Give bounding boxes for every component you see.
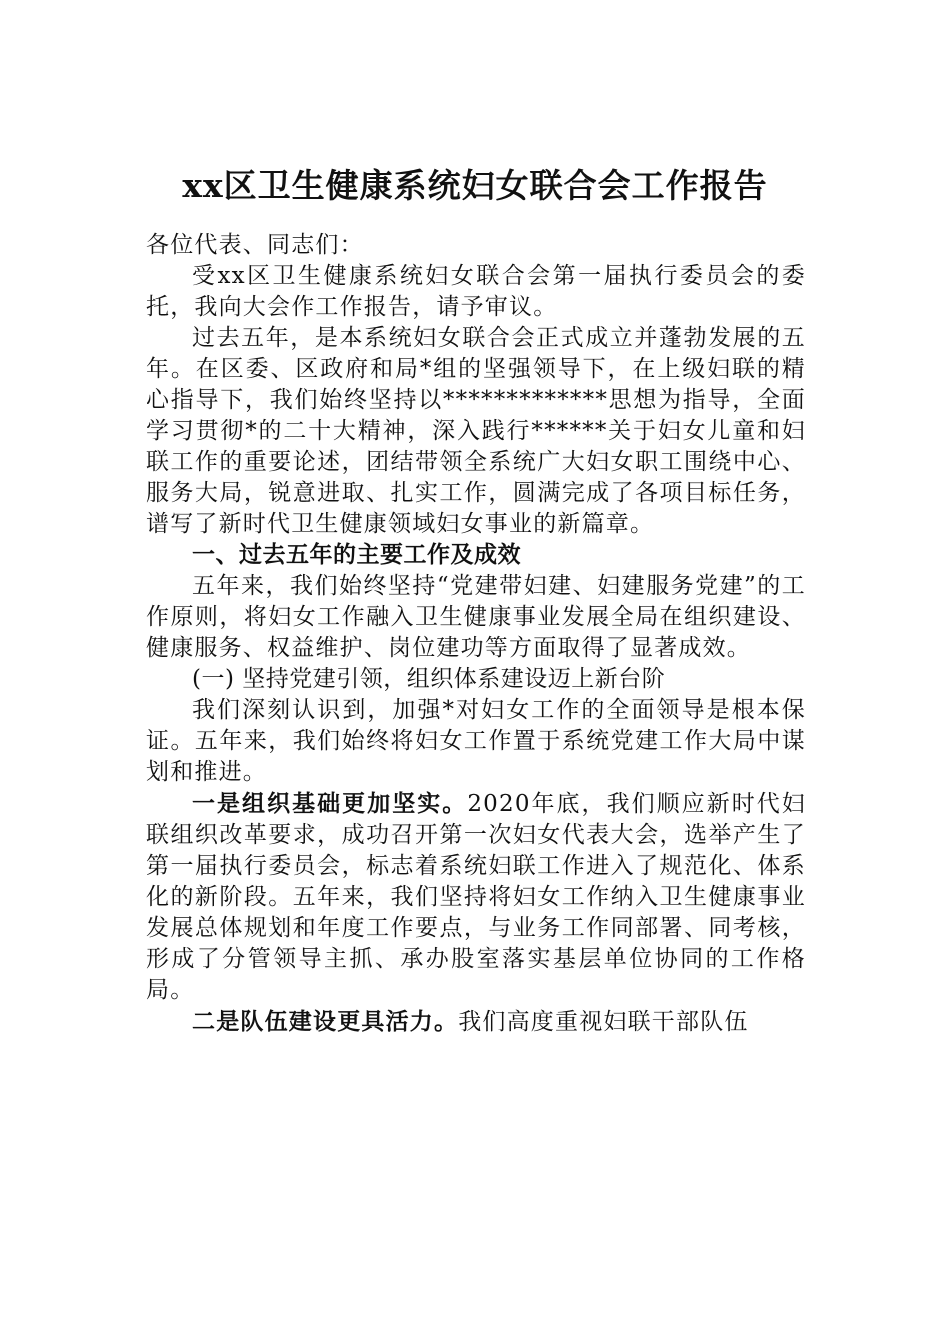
subsection-heading: (一) 坚持党建引领，组织体系建设迈上新台阶 [192,666,666,692]
section-intro: 五年来，我们始终坚持“党建带妇建、妇建服务党建”的工作原则，将妇女工作融入卫生健康事业发展全局在组织建设、健康服务、权益维护、岗位建功等方面取得了显著成效。 [146,573,806,661]
salutation: 各位代表、同志们： [146,232,364,258]
point-lead: 二是队伍建设更具活力。 [192,1008,459,1035]
document-title: xx区卫生健康系统妇女联合会工作报告 [182,166,768,205]
subsection-intro: 我们深刻认识到，加强*对妇女工作的全面领导是根本保证。五年来，我们始终将妇女工作置于系统党建工作大局中谋划和推进。 [146,697,806,785]
document-body [146,230,806,1038]
point-text: 我们高度重视妇联干部队伍 [458,1009,749,1035]
point-team [146,1006,806,1038]
point-organization [146,788,806,1006]
paragraph-past-five-years: 过去五年，是本系统妇女联合会正式成立并蓬勃发展的五年。在区委、区政府和局*组的坚强领导下，在上级妇联的精心指导下，我们始终坚持以*************思想为指导，全面学习贯彻*的二十大精神，深入践行******关于妇女儿童和妇联工作的重要论述，团结带领全系统广大妇女职工围绕中心、服务大局，锐意进取、扎实工作，圆满完成了各项目标任务，谱写了新时代卫生健康领域妇女事业的新篇章。 [146,325,806,537]
point-lead: 一是组织基础更加坚实。 [192,790,468,817]
point-text: 2020年底，我们顺应新时代妇联组织改革要求，成功召开第一次妇女代表大会，选举产生了第一届执行委员会，标志着系统妇联工作进入了规范化、体系化的新阶段。五年来，我们坚持将妇女工作纳入卫生健康事业发展总体规划和年度工作要点，与业务工作同部署、同考核，形成了分管领导主抓、承办股室落实基层单位协同的工作格局。 [146,791,806,1003]
paragraph-commission: 受xx区卫生健康系统妇女联合会第一届执行委员会的委托，我向大会作工作报告，请予审议。 [146,263,806,320]
section-heading: 一、过去五年的主要工作及成效 [192,542,521,568]
